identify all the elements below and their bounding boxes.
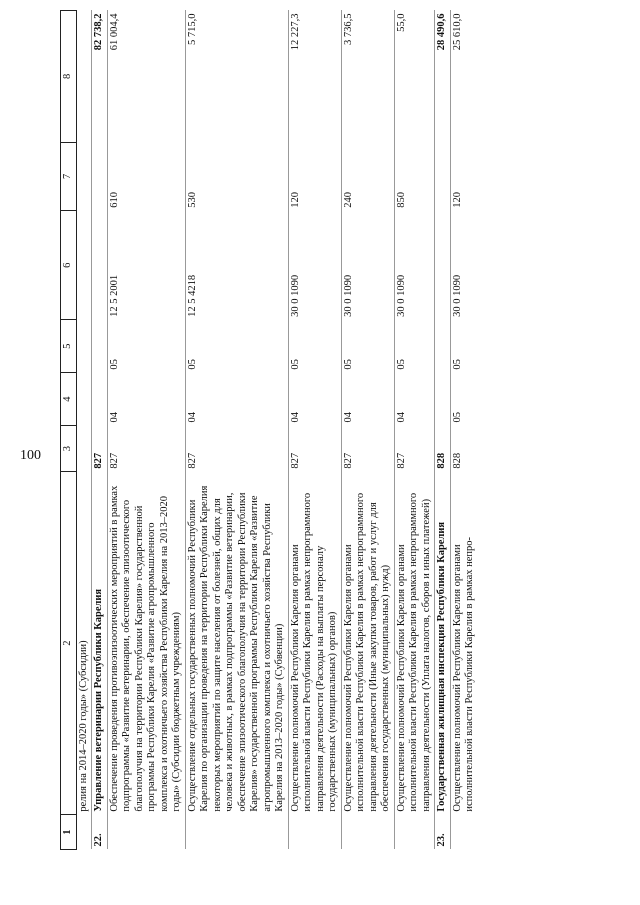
- row-number: 22.: [92, 815, 108, 850]
- section-code: [76, 373, 92, 426]
- table-row: [435, 11, 451, 850]
- col-header-5: 5: [61, 320, 77, 373]
- section-code: 04: [185, 373, 288, 426]
- ministry-code: [76, 426, 92, 472]
- row-description: Управление ветеринарии Республики Карелия: [92, 472, 108, 815]
- section-code: 04: [107, 373, 185, 426]
- row-number: [394, 815, 435, 850]
- subsection-code: 05: [341, 320, 394, 373]
- row-description: Осуществление полномочий Республики Карелия органами исполнительной власти Республики Карелия в рамках непрограммного направления деятельности (Расходы на выплаты персоналу государственных (муниципальных) органов): [288, 472, 341, 815]
- ministry-code: 827: [288, 426, 341, 472]
- row-amount: 3 736,5: [341, 11, 394, 143]
- row-amount: 5 715,0: [185, 11, 288, 143]
- section-code: 04: [341, 373, 394, 426]
- ministry-code: 828: [450, 426, 478, 472]
- col-header-3: 3: [61, 426, 77, 472]
- row-description: Обеспечение проведения противоэпизоотических мероприятий в рамках подпрограммы «Развитие ветеринарии, обеспечение эпизоотического благополучия на территории Республики Карелия» государственной программы Республики Карелия «Развитие агропромышленного комплекса и охотничьего хозяйства Республики Карелия на 2013–2020 годы» (Субсидии бюджетным учреждениям): [107, 472, 185, 815]
- expense-type-code: 120: [450, 142, 478, 211]
- target-article-code: [92, 211, 108, 320]
- ministry-code: 827: [394, 426, 435, 472]
- budget-table: [60, 10, 478, 850]
- col-header-2: 2: [61, 472, 77, 815]
- target-article-code: 30 0 1090: [288, 211, 341, 320]
- subsection-code: [435, 320, 451, 373]
- subsection-code: [92, 320, 108, 373]
- row-description: Осуществление полномочий Республики Карелия органами исполнительной власти Республики Карелия в рамках непрограммного направления деятельности (Иные закупки товаров, работ и услуг для обеспечения государственных (муниципальных) нужд): [341, 472, 394, 815]
- target-article-code: 30 0 1090: [450, 211, 478, 320]
- row-amount: 28 490,6: [435, 11, 451, 143]
- row-number: [185, 815, 288, 850]
- row-amount: 55,0: [394, 11, 435, 143]
- subsection-code: [76, 320, 92, 373]
- row-amount: 12 227,3: [288, 11, 341, 143]
- ministry-code: 827: [92, 426, 108, 472]
- ministry-code: 827: [107, 426, 185, 472]
- target-article-code: 12 5 2001: [107, 211, 185, 320]
- expense-type-code: 610: [107, 142, 185, 211]
- row-number: [341, 815, 394, 850]
- table-row: [288, 11, 341, 850]
- subsection-code: 05: [450, 320, 478, 373]
- expense-type-code: 120: [288, 142, 341, 211]
- col-header-7: 7: [61, 142, 77, 211]
- row-description: Осуществление полномочий Республики Карелия органами исполнительной власти Республики Карелия в рамках непрограммного направления деятельности (Уплата налогов, сборов и иных платежей): [394, 472, 435, 815]
- expense-type-code: 850: [394, 142, 435, 211]
- section-code: [92, 373, 108, 426]
- table-row: [394, 11, 435, 850]
- ministry-code: 828: [435, 426, 451, 472]
- subsection-code: 05: [107, 320, 185, 373]
- budget-table-sheet: [60, 10, 580, 850]
- section-code: 04: [288, 373, 341, 426]
- subsection-code: 05: [288, 320, 341, 373]
- table-row: [341, 11, 394, 850]
- row-amount: [76, 11, 92, 143]
- target-article-code: 30 0 1090: [394, 211, 435, 320]
- row-description: Осуществление полномочий Республики Карелия органами исполнительной власти Республики Карелия в рамках непро-: [450, 472, 478, 815]
- row-number: [450, 815, 478, 850]
- table-row: [107, 11, 185, 850]
- subsection-code: 05: [394, 320, 435, 373]
- table-row: [185, 11, 288, 850]
- row-amount: 82 738,2: [92, 11, 108, 143]
- expense-type-code: [435, 142, 451, 211]
- col-header-1: 1: [61, 815, 77, 850]
- row-number: 23.: [435, 815, 451, 850]
- ministry-code: 827: [185, 426, 288, 472]
- row-description: Осуществление отдельных государственных полномочий Республики Карелия по организации проведения на территории Республики Карелия некоторых мероприятий по защите населения от болезней, общих для человека и животных, в рамках подпрограммы «Развитие ветеринарии, обеспечение эпизоотического благополучия на территории Республики Карелия» государственной программы Республики Карелия «Развитие агропромышленного комплекса и охотничьего хозяйства Республики Карелия на 2013–2020 годы» (Субвенции): [185, 472, 288, 815]
- expense-type-code: 240: [341, 142, 394, 211]
- section-code: 04: [394, 373, 435, 426]
- table-row: [92, 11, 108, 850]
- column-header-row: [61, 11, 77, 850]
- ministry-code: 827: [341, 426, 394, 472]
- row-description: Государственная жилищная инспекция Республики Карелия: [435, 472, 451, 815]
- expense-type-code: [76, 142, 92, 211]
- section-code: 05: [450, 373, 478, 426]
- row-description: релия на 2014–2020 годы» (Субсидии): [76, 472, 92, 815]
- subsection-code: 05: [185, 320, 288, 373]
- table-row: [450, 11, 478, 850]
- target-article-code: 30 0 1090: [341, 211, 394, 320]
- row-amount: 61 004,4: [107, 11, 185, 143]
- target-article-code: [435, 211, 451, 320]
- col-header-4: 4: [61, 373, 77, 426]
- table-row: [76, 11, 92, 850]
- table-body: [76, 11, 478, 850]
- row-number: [107, 815, 185, 850]
- col-header-6: 6: [61, 211, 77, 320]
- row-number: [76, 815, 92, 850]
- row-number: [288, 815, 341, 850]
- target-article-code: 12 5 4218: [185, 211, 288, 320]
- row-amount: 25 610,0: [450, 11, 478, 143]
- target-article-code: [76, 211, 92, 320]
- section-code: [435, 373, 451, 426]
- expense-type-code: 530: [185, 142, 288, 211]
- expense-type-code: [92, 142, 108, 211]
- col-header-8: 8: [61, 11, 77, 143]
- page-number: 100: [20, 448, 41, 463]
